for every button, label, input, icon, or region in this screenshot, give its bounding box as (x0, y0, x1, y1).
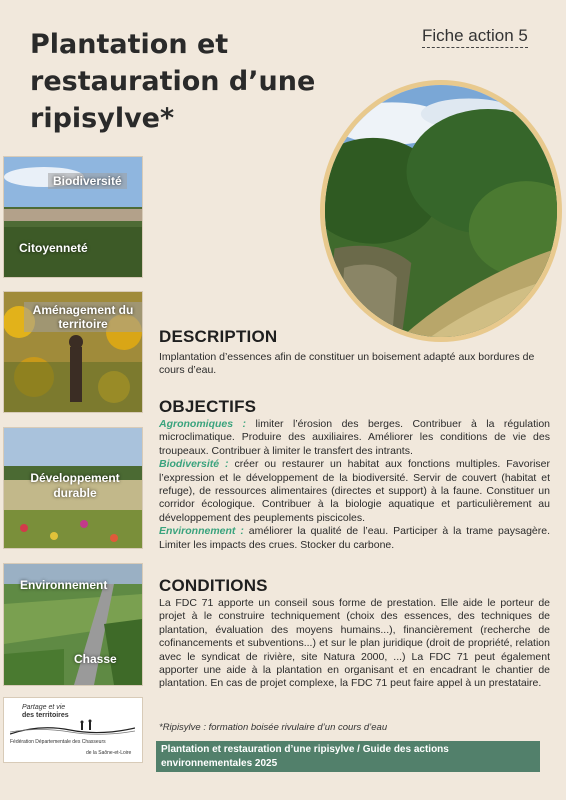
tile-label-biodiversite: Biodiversité (48, 173, 127, 189)
logo-line-2: des territoires (22, 712, 69, 719)
tile-label-amenagement: Aménagement du territoire (24, 302, 142, 332)
bio-text: créer ou restaurer un habitat aux fonctions multiples. Favoriser l’expression et le développement de la biodiversité. Servir de couvert (habitat et refuge), de ressources alimentaires (directes et support) à la faune. Constituer un corridor écologique. Contribuer à la biologie aquatique et particulièrement au développement des peuplements piscicoles. (159, 458, 550, 524)
footnote: *Ripisylve : formation boisée rivulaire d’un cours d’eau (159, 722, 388, 733)
tile-amenagement (3, 291, 143, 413)
logo-line-4: de la Saône-et-Loire (86, 750, 132, 756)
fiche-action-label: Fiche action 5 (422, 26, 528, 48)
tile-biodiversite-citoyennete (3, 156, 143, 278)
logo-line-1: Partage et vie (22, 704, 66, 711)
landscape-silhouette-icon (10, 718, 135, 736)
page-title: Plantation et restauration d’une ripisylve* (30, 29, 316, 134)
description-text: Implantation d’essences afin de constituer un boisement adapté aux bordures de cours d’eau. (159, 351, 535, 377)
riverbank-photo (320, 80, 562, 342)
conditions-heading: CONDITIONS (159, 576, 268, 595)
env-text: améliorer la qualité de l’eau. Participer à la trame paysagère. Limiter les impacts des crues. Stocker du carbone. (159, 525, 550, 551)
tile-label-developpement: Développement durable (30, 471, 120, 500)
fdc-logo (3, 697, 143, 763)
description-heading: DESCRIPTION (159, 327, 278, 346)
agro-text: limiter l’érosion des berges. Contribuer à la régulation microclimatique. Produire des auxiliaires. Améliorer les conditions de vie des troupeaux. Contribuer à limiter le transfert des intrants. (159, 418, 551, 457)
logo-line-3: Fédération Départementale des Chasseurs (10, 739, 106, 745)
tile-environnement-chasse (3, 563, 143, 686)
bio-label: Biodiversité : (159, 458, 229, 471)
tile-developpement-durable (3, 427, 143, 549)
tile-label-environnement: Environnement (20, 578, 108, 592)
conditions-text: La FDC 71 apporte un conseil sous forme de prestation. Elle aide le porteur de projet à le construire techniquement (choix des essences, des techniques de plantation, évaluation des moyens humains...), financièrement (recherche de cofinancements et subventions...) et sur le plan juridique (droit de propriété, relation avec le syndicat de rivière, site Natura 2000, ...) La FDC 71 peut également apporter une aide à la plantation en organisant et en encadrant le chantier de plantation. En cas de projet complexe, la FDC 71 peut faire appel à un prestataire. (159, 597, 550, 690)
tile-label-chasse: Chasse (74, 652, 117, 666)
objectifs-text (159, 418, 550, 552)
agro-label: Agronomiques : (159, 418, 247, 430)
footer-bar: Plantation et restauration d’une ripisylve / Guide des actions environnementales 2025 (156, 741, 540, 772)
env-label: Environnement : (159, 525, 244, 538)
tile-label-citoyennete: Citoyenneté (19, 241, 88, 255)
objectifs-heading: OBJECTIFS (159, 397, 257, 416)
